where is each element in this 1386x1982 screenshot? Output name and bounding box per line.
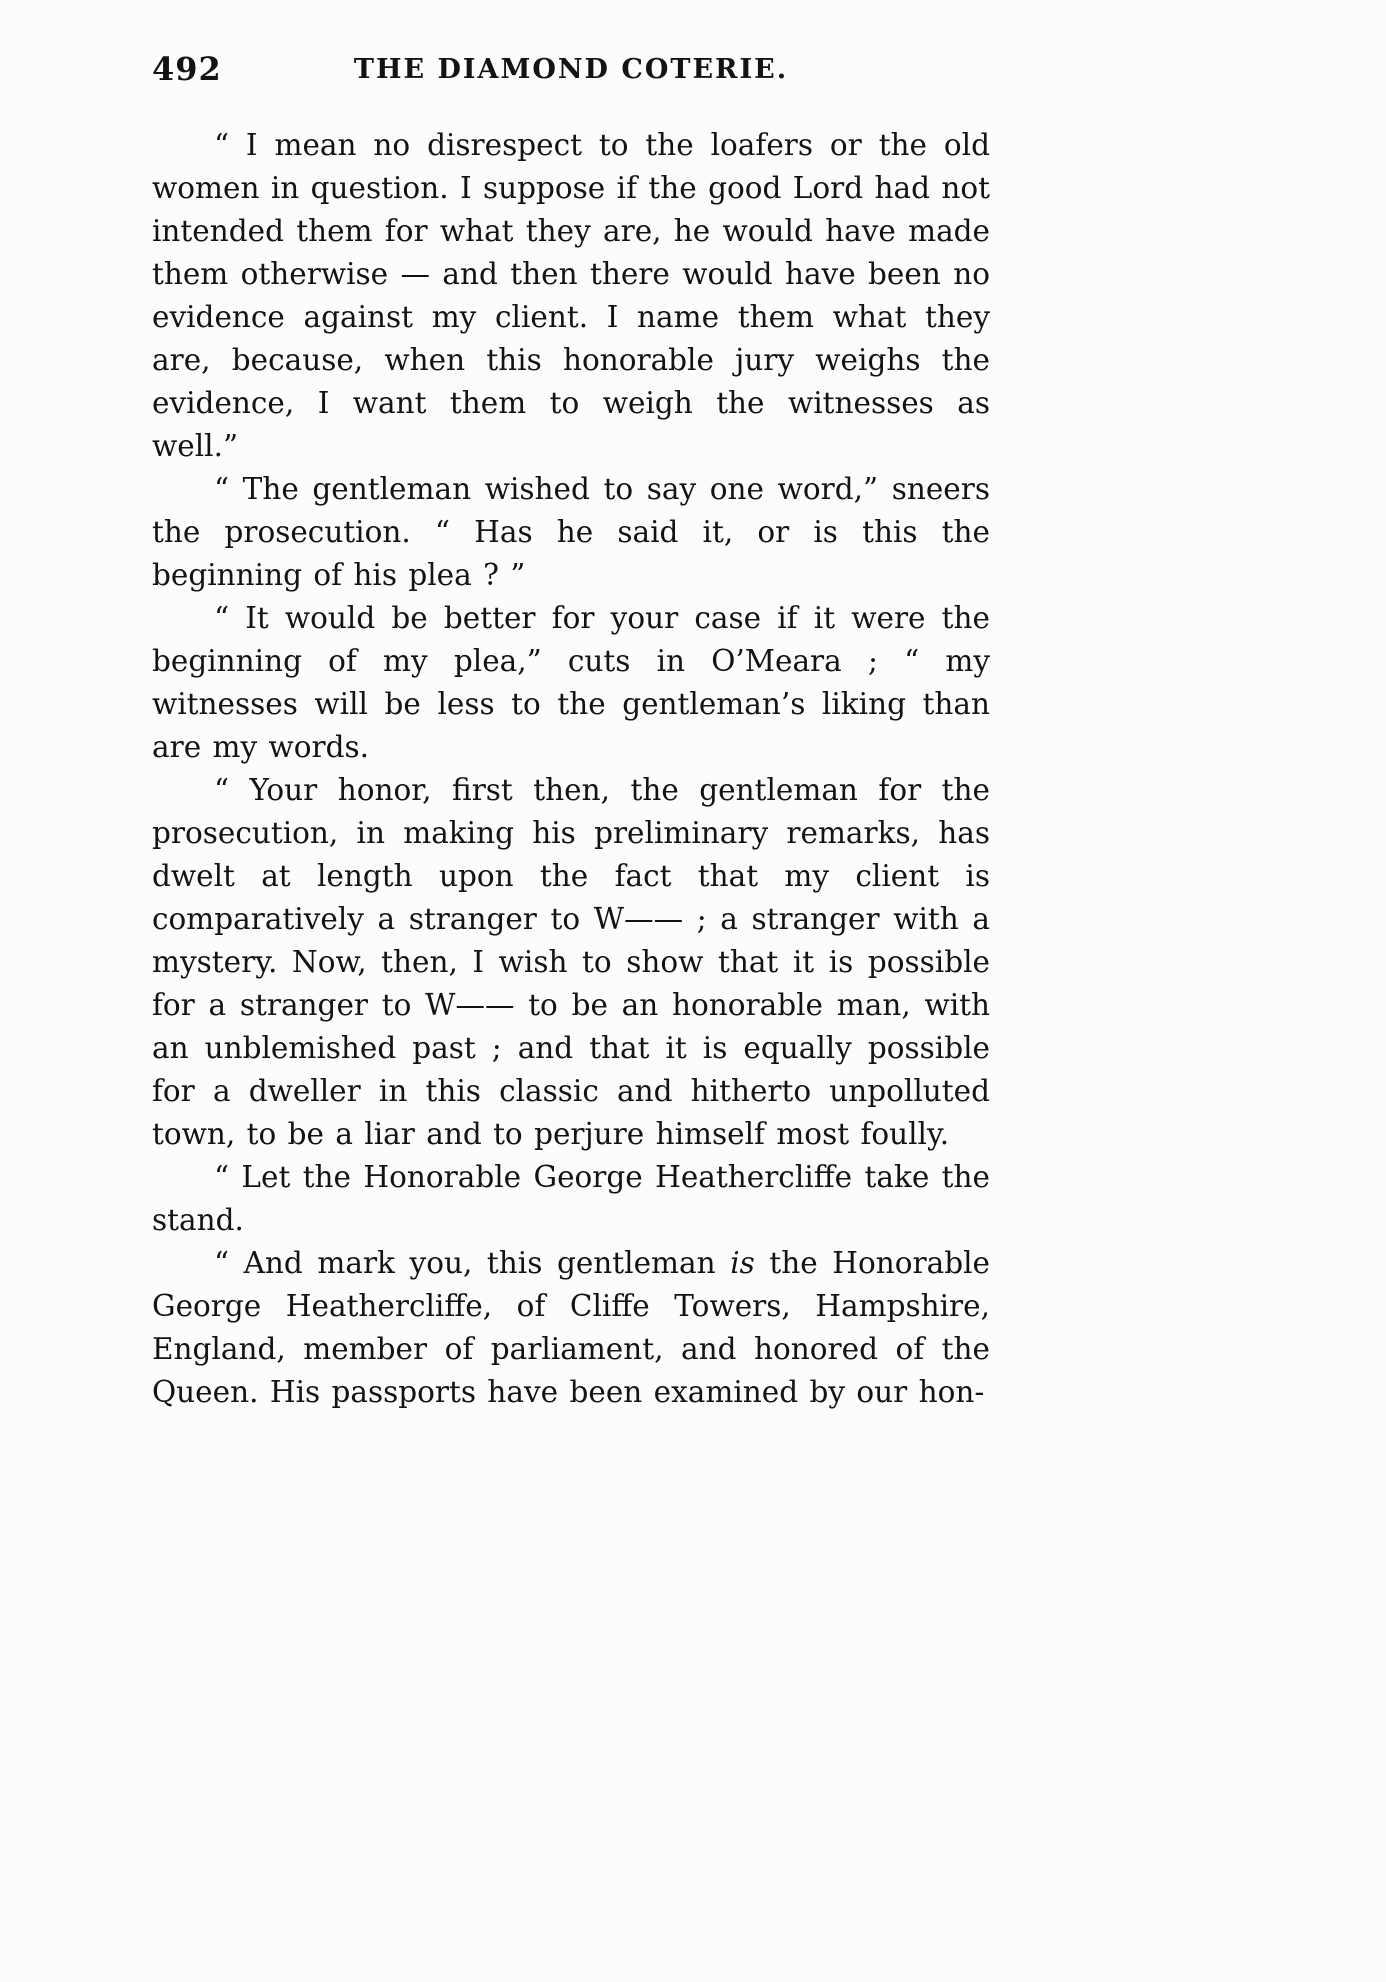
paragraph: “ It would be better for your case if it were the beginning of my plea,” cuts in O’Meara ; “ my witnesses will be less to the gentleman’s liking than are my words. bbox=[152, 601, 990, 764]
paragraph: “ Your honor, first then, the gentleman for the prosecution, in making his preliminary remarks, has dwelt at length upon the fact that my client is comparatively a stranger to W—— ; a stranger with a mystery. Now, then, I wish to show that it is possible for a stranger to W—— to be an honorable man, with an unblemished past ; and that it is equally possible for a dweller in this classic and hitherto unpolluted town, to be a liar and to perjure himself most foully. bbox=[152, 773, 990, 1151]
page-header bbox=[152, 50, 990, 96]
paragraph: “ Let the Honorable George Heathercliffe take the stand. bbox=[152, 1160, 990, 1237]
body-text bbox=[152, 124, 990, 1414]
paragraph: “ The gentleman wished to say one word,” sneers the prosecution. “ Has he said it, or is this the beginning of his plea ? ” bbox=[152, 472, 990, 592]
paragraph: “ I mean no disrespect to the loafers or the old women in question. I suppose if the good Lord had not intended them for what they are, he would have made them otherwise — and then there would have been no evidence against my client. I name them what they are, because, when this honorable jury weighs the evidence, I want them to weigh the witnesses as well.” bbox=[152, 128, 990, 463]
paragraph-segment: “ And mark you, this gentleman bbox=[213, 1246, 731, 1280]
running-header-title: THE DIAMOND COTERIE. bbox=[353, 54, 789, 85]
paragraph-segment-italic: is bbox=[730, 1246, 755, 1280]
paragraph-segment: the Honorable George Heathercliffe, of Cliffe Towers, Hampshire, England, member of parliament, and honored of the Queen. His passports have been examined by our hon- bbox=[152, 1246, 990, 1409]
paragraph bbox=[152, 1242, 990, 1414]
text-block bbox=[152, 50, 990, 1414]
page-number: 492 bbox=[152, 50, 222, 88]
